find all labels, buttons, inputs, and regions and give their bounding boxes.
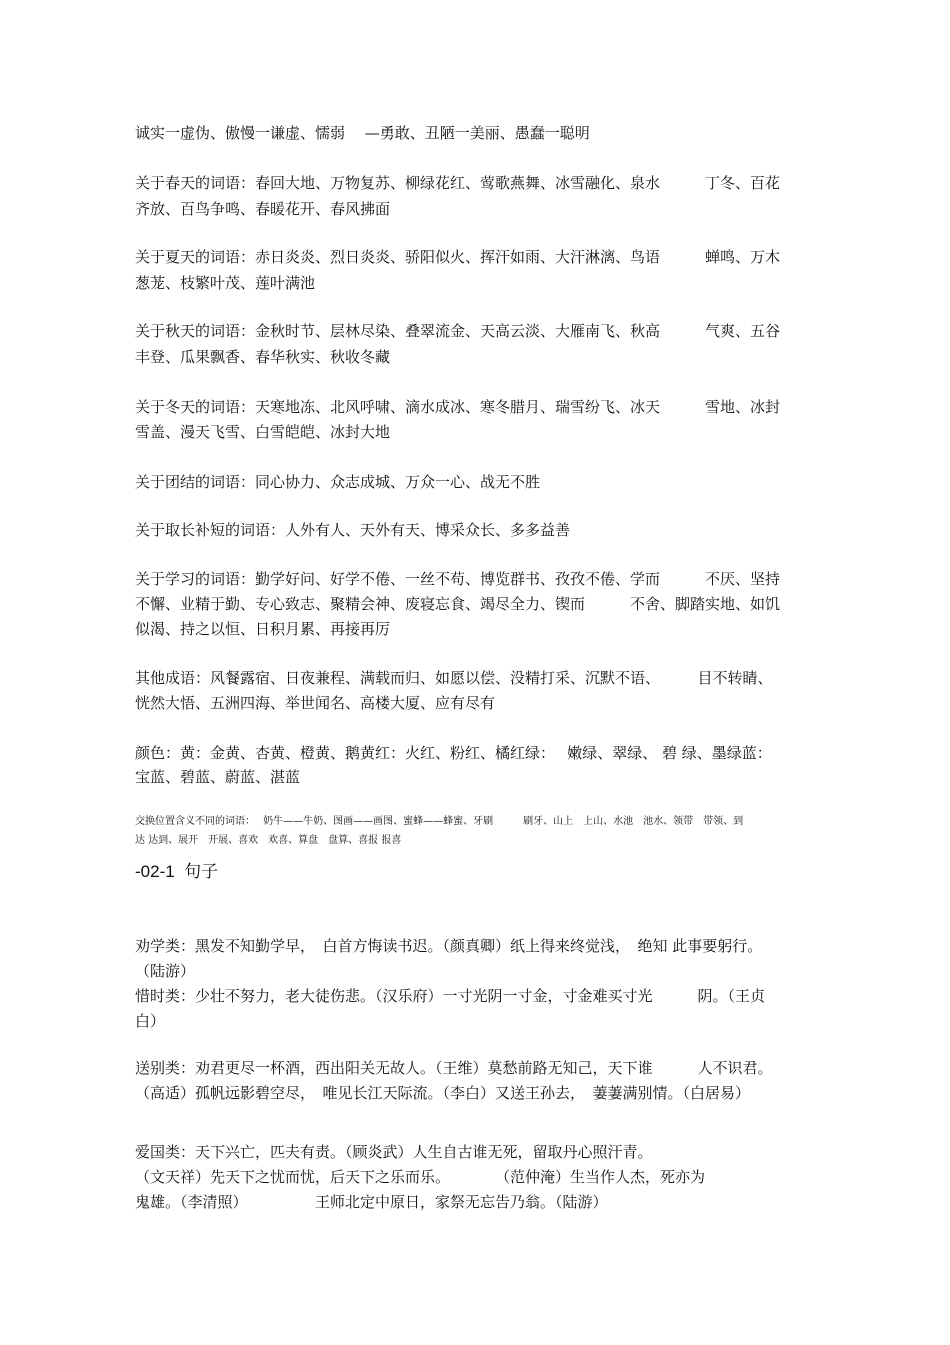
text-line-study-2: 不懈、业精于勤、专心致志、聚精会神、废寝忘食、竭尽全力、锲而 不舍、脚踏实地、如饥: [135, 595, 781, 613]
sentence-line-time-1: 惜时类：少壮不努力，老大徒伤悲。（汉乐府）一寸光阴一寸金，寸金难买寸光 阴。（王贞: [135, 987, 766, 1005]
text-line-study-1: 关于学习的词语：勤学好问、好学不倦、一丝不苟、博览群书、孜孜不倦、学而 不厌、坚持: [135, 570, 781, 588]
text-line-summer-2: 葱茏、枝繁叶茂、莲叶满池: [135, 274, 316, 292]
text-line-winter-1: 关于冬天的词语：天寒地冻、北风呼啸、滴水成冰、寒冬腊月、瑞雪纷飞、冰天 雪地、冰封: [135, 398, 781, 416]
text-line-swap-1: 交换位置含义不同的词语： 奶牛——牛奶、图画——画图、蜜蜂——蜂蜜、牙刷 刷牙、山上 上山、水池 池水、领带 带领、到: [135, 816, 744, 827]
text-line-colors-1: 颜色：黄：金黄、杏黄、橙黄、鹅黄红：火红、粉红、橘红绿： 嫩绿、翠绿、 碧 绿、墨绿蓝：: [135, 744, 772, 762]
sentence-line-farewell-2: （高适）孤帆远影碧空尽， 唯见长江天际流。（李白）又送王孙去， 萋萋满别情。（白居易）: [135, 1084, 751, 1102]
section-heading: -02-1 句子: [135, 862, 219, 881]
text-line-autumn-2: 丰登、瓜果飘香、春华秋实、秋收冬藏: [135, 348, 391, 366]
sentence-line-patriotic-3: 鬼雄。（李清照） 王师北定中原日，家祭无忘告乃翁。（陆游）: [135, 1193, 608, 1211]
text-line-idioms-2: 恍然大悟、五洲四海、举世闻名、高楼大厦、应有尽有: [135, 694, 496, 712]
text-line-antonyms: 诚实一虚伪、傲慢一谦虚、懦弱 —勇敢、丑陋一美丽、愚蠢一聪明: [135, 124, 590, 142]
text-line-autumn-1: 关于秋天的词语：金秋时节、层林尽染、叠翠流金、天高云淡、大雁南飞、秋高 气爽、五谷: [135, 322, 781, 340]
sentence-line-study-1: 劝学类：黑发不知勤学早， 白首方悔读书迟。（颜真卿）纸上得来终觉浅， 绝知 此事要躬行。: [135, 937, 763, 955]
text-line-unity: 关于团结的词语：同心协力、众志成城、万众一心、战无不胜: [135, 473, 541, 491]
text-line-study-3: 似渴、持之以恒、日积月累、再接再厉: [135, 620, 391, 638]
sentence-line-time-2: 白）: [135, 1012, 166, 1030]
text-line-summer-1: 关于夏天的词语：赤日炎炎、烈日炎炎、骄阳似火、挥汗如雨、大汗淋漓、鸟语 蝉鸣、万木: [135, 248, 781, 266]
text-line-spring-1: 关于春天的词语：春回大地、万物复苏、柳绿花红、莺歌燕舞、冰雪融化、泉水 丁冬、百花: [135, 174, 781, 192]
text-line-spring-2: 齐放、百鸟争鸣、春暖花开、春风拂面: [135, 200, 391, 218]
sentence-line-patriotic-1: 爱国类：天下兴亡，匹夫有责。（顾炎武）人生自古谁无死，留取丹心照汗青。: [135, 1143, 653, 1161]
sentence-line-farewell-1: 送别类：劝君更尽一杯酒，西出阳关无故人。（王维）莫愁前路无知己，天下谁 人不识君。: [135, 1059, 773, 1077]
text-line-colors-2: 宝蓝、碧蓝、蔚蓝、湛蓝: [135, 768, 301, 786]
text-line-strengths: 关于取长补短的词语：人外有人、天外有天、博采众长、多多益善: [135, 521, 571, 539]
text-line-idioms-1: 其他成语：风餐露宿、日夜兼程、满载而归、如愿以偿、没精打采、沉默不语、 目不转睛、: [135, 669, 773, 687]
text-line-winter-2: 雪盖、漫天飞雪、白雪皑皑、冰封大地: [135, 423, 391, 441]
sentence-line-study-2: （陆游）: [135, 962, 196, 980]
text-line-swap-2: 达 达到、展开 开展、喜欢 欢喜、算盘 盘算、喜报 报喜: [135, 835, 402, 846]
sentence-line-patriotic-2: （文天祥）先天下之忧而忧，后天下之乐而乐。 （范仲淹）生当作人杰，死亦为: [135, 1168, 706, 1186]
